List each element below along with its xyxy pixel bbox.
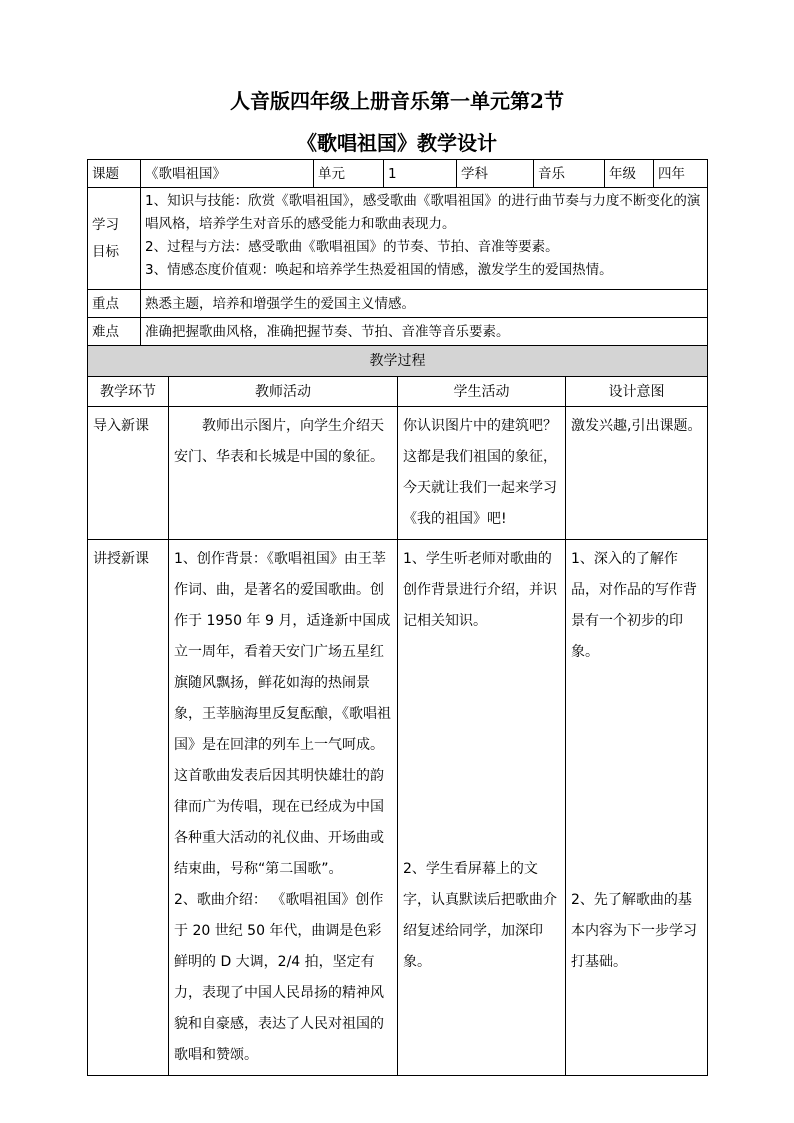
info-table — [87, 159, 708, 346]
intro-teacher: 教师出示图片，向学生介绍天安门、华表和长城是中国的象征。 — [169, 407, 398, 540]
objectives-label — [88, 188, 141, 290]
difficulty-value: 准确把握歌曲风格，准确把握节奏、节拍、音准等音乐要素。 — [141, 318, 708, 346]
intro-intent: 激发兴趣,引出课题。 — [566, 407, 708, 540]
lecture-intent-part2: 2、先了解歌曲的基本内容为下一步学习打基础。 — [571, 892, 697, 970]
document-title: 人音版四年级上册音乐第一单元第2节 — [230, 89, 564, 113]
key-label: 重点 — [88, 290, 141, 318]
header-teacher: 教师活动 — [169, 377, 398, 407]
objectives-content — [141, 188, 708, 290]
lecture-student-part2: 2、学生看屏幕上的文字，认真默读后把歌曲介绍复述给同学，加深印象。 — [403, 861, 557, 970]
objectives-label-line2: 目标 — [92, 243, 119, 260]
objectives-label-line1: 学习 — [92, 216, 119, 233]
difficulty-label: 难点 — [88, 318, 141, 346]
subject-value: 音乐 — [534, 160, 605, 188]
key-value: 熟悉主题，培养和增强学生的爱国主义情感。 — [141, 290, 708, 318]
header-intent: 设计意图 — [566, 377, 708, 407]
lecture-teacher-part2: 2、歌曲介绍： 《歌唱祖国》创作于 20 世纪 50 年代，曲调是色彩鲜明的 D 大调，2/4 拍，坚定有力，表现了中国人民昂扬的精神风貌和自豪感，表达了人民对祖国的歌唱和赞颂。 — [174, 892, 384, 1063]
table-row — [88, 540, 708, 1076]
course-value: 《歌唱祖国》 — [141, 160, 314, 188]
subject-label: 学科 — [457, 160, 534, 188]
document-subtitle: 《歌唱祖国》教学设计 — [297, 131, 497, 155]
lecture-student — [398, 540, 566, 1076]
header-stage: 教学环节 — [88, 377, 169, 407]
course-label: 课题 — [88, 160, 141, 188]
unit-value: 1 — [384, 160, 457, 188]
grade-value: 四年 — [654, 160, 708, 188]
lecture-student-part1: 1、学生听老师对歌曲的创作背景进行介绍，并识记相关知识。 — [403, 551, 557, 629]
process-table — [87, 345, 708, 1076]
lecture-teacher-part1: 1、创作背景：《歌唱祖国》由王莘作词、曲，是著名的爱国歌曲。创作于 1950 年 9 月，适逢新中国成立一周年，看着天安门广场五星红旗随风飘扬，鲜花如海的热闹景象，王莘脑海里反复酝酿，《歌唱祖国》是在回津的列车上一气呵成。这首歌曲发表后因其明快雄壮的韵律而广为传唱，现在已经成为中国各种重大活动的礼仪曲、开场曲或结束曲，号称“第二国歌”。 — [174, 551, 391, 877]
objective-item: 2、过程与方法：感受歌曲《歌唱祖国》的节奏、节拍、音准等要素。 — [145, 239, 559, 255]
unit-label: 单元 — [314, 160, 384, 188]
header-student: 学生活动 — [398, 377, 566, 407]
table-row — [88, 407, 708, 540]
objective-item: 1、知识与技能：欣赏《歌唱祖国》，感受歌曲《歌唱祖国》的进行曲节奏与力度不断变化的演唱风格，培养学生对音乐的感受能力和歌曲表现力。 — [145, 193, 701, 232]
lecture-teacher — [169, 540, 398, 1076]
lecture-stage: 讲授新课 — [88, 540, 169, 1076]
intro-student: 你认识图片中的建筑吧？这都是我们祖国的象征，今天就让我们一起来学习《我的祖国》吧! — [398, 407, 566, 540]
intro-stage: 导入新课 — [88, 407, 169, 540]
grade-label: 年级 — [605, 160, 654, 188]
process-section-title: 教学过程 — [88, 346, 708, 377]
objective-item: 3、情感态度价值观：唤起和培养学生热爱祖国的情感，激发学生的爱国热情。 — [145, 262, 613, 278]
lecture-intent — [566, 540, 708, 1076]
lecture-intent-part1: 1、深入的了解作品，对作品的写作背景有一个初步的印象。 — [571, 551, 697, 660]
